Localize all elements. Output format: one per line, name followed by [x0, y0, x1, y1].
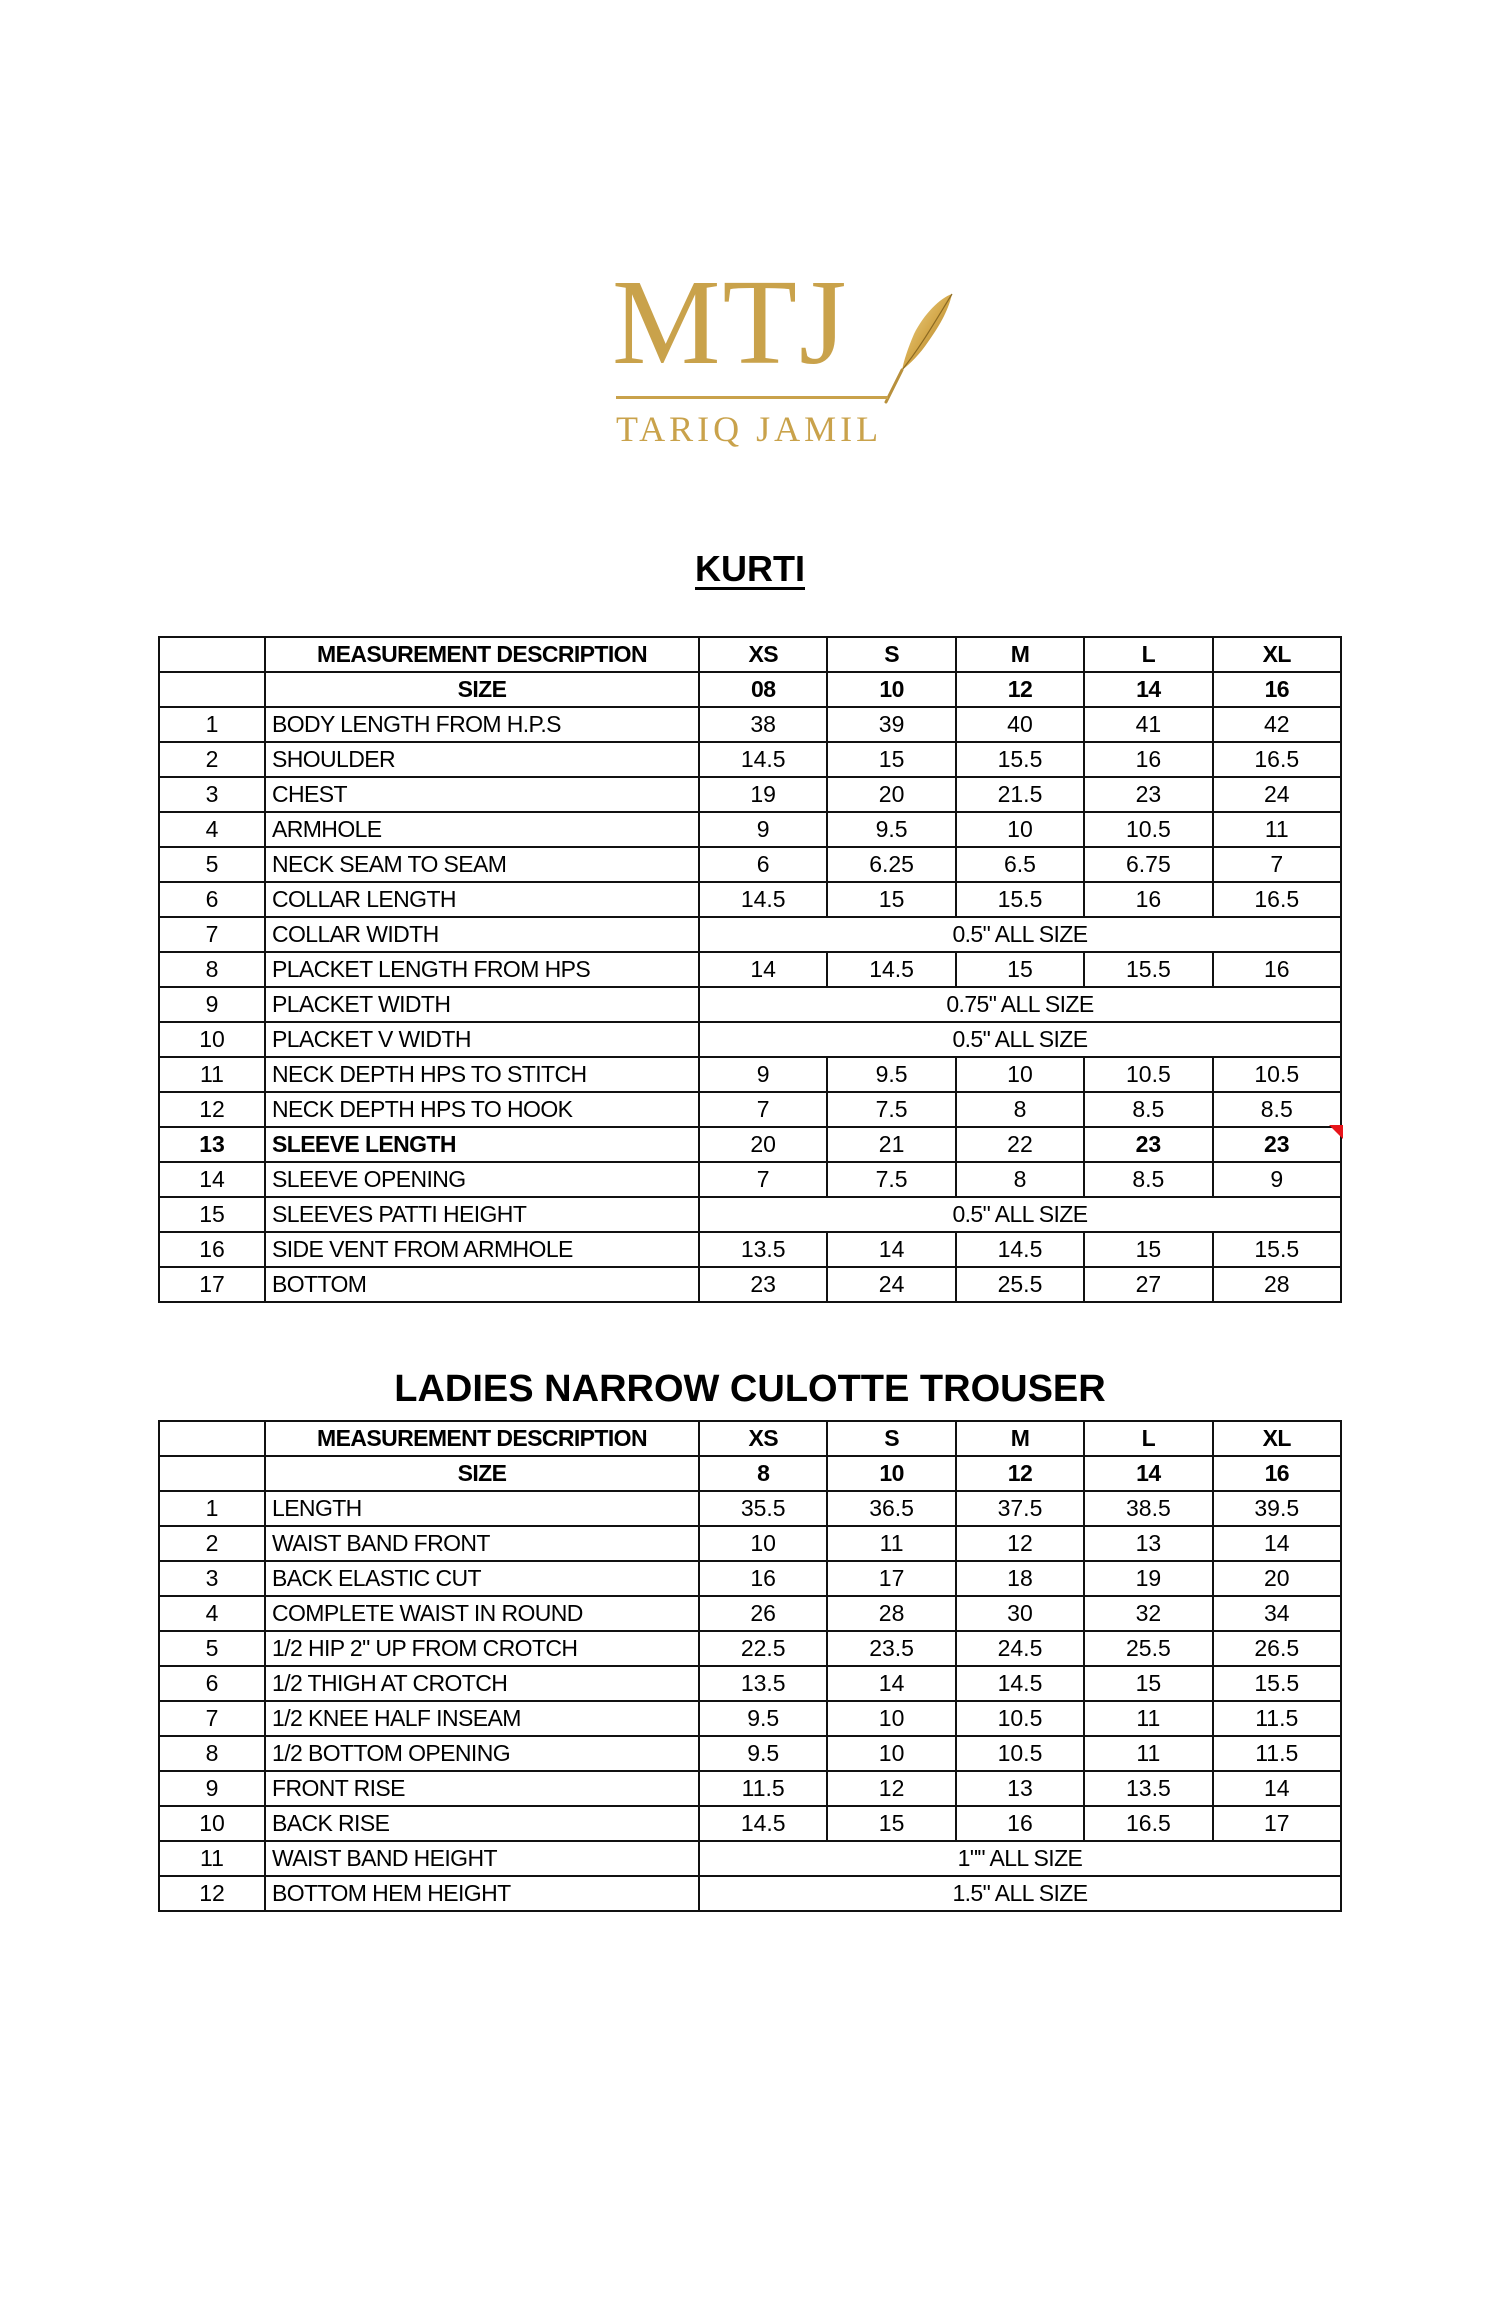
measurement-value: 42	[1213, 707, 1341, 742]
size-letter-header: S	[827, 637, 955, 672]
size-letter-header: XL	[1213, 637, 1341, 672]
measurement-value: 11	[827, 1526, 955, 1561]
table-row	[159, 1197, 1341, 1232]
measurement-description: BOTTOM HEM HEIGHT	[265, 1876, 699, 1911]
size-letter-header: S	[827, 1421, 955, 1456]
row-number: 17	[159, 1267, 265, 1302]
header-row	[159, 637, 1341, 672]
table-row	[159, 1631, 1341, 1666]
logo-mtj-text: MTJ	[612, 255, 849, 390]
measurement-description: SHOULDER	[265, 742, 699, 777]
measurement-value: 14.5	[827, 952, 955, 987]
trouser-size-chart	[158, 1420, 1342, 1912]
measurement-value: 6	[699, 847, 827, 882]
measurement-value: 17	[1213, 1806, 1341, 1841]
measurement-value: 8	[956, 1092, 1084, 1127]
measurement-description: BOTTOM	[265, 1267, 699, 1302]
measurement-value: 24	[1213, 777, 1341, 812]
measurement-value: 20	[1213, 1561, 1341, 1596]
row-number: 10	[159, 1022, 265, 1057]
measurement-value: 40	[956, 707, 1084, 742]
measurement-value: 23	[699, 1267, 827, 1302]
measurement-value: 38	[699, 707, 827, 742]
size-number-header: 8	[699, 1456, 827, 1491]
table-row	[159, 1666, 1341, 1701]
measurement-value: 14	[1213, 1771, 1341, 1806]
table-row	[159, 847, 1341, 882]
measurement-value: 12	[956, 1526, 1084, 1561]
header-description-label: MEASUREMENT DESCRIPTION	[265, 1421, 699, 1456]
row-number: 11	[159, 1057, 265, 1092]
measurement-value: 16.5	[1213, 742, 1341, 777]
table-row	[159, 707, 1341, 742]
size-number-header: 08	[699, 672, 827, 707]
measurement-value: 15	[1084, 1232, 1212, 1267]
row-number: 2	[159, 742, 265, 777]
measurement-value: 15.5	[1213, 1666, 1341, 1701]
row-number: 7	[159, 917, 265, 952]
measurement-value: 14	[699, 952, 827, 987]
table-row	[159, 1491, 1341, 1526]
measurement-value: 11	[1084, 1736, 1212, 1771]
measurement-description: FRONT RISE	[265, 1771, 699, 1806]
measurement-value: 13.5	[1084, 1771, 1212, 1806]
row-number: 5	[159, 847, 265, 882]
size-letter-header: XS	[699, 637, 827, 672]
all-size-value: 1.5" ALL SIZE	[699, 1876, 1341, 1911]
table-row	[159, 1806, 1341, 1841]
measurement-value: 15	[956, 952, 1084, 987]
measurement-description: PLACKET V WIDTH	[265, 1022, 699, 1057]
measurement-value: 10	[956, 812, 1084, 847]
measurement-value: 16	[1213, 952, 1341, 987]
row-number: 2	[159, 1526, 265, 1561]
row-number: 4	[159, 812, 265, 847]
measurement-value: 21	[827, 1127, 955, 1162]
measurement-description: SLEEVES PATTI HEIGHT	[265, 1197, 699, 1232]
table-row	[159, 742, 1341, 777]
table-row	[159, 882, 1341, 917]
measurement-value: 18	[956, 1561, 1084, 1596]
row-number: 11	[159, 1841, 265, 1876]
size-number-header: 12	[956, 672, 1084, 707]
measurement-value: 17	[827, 1561, 955, 1596]
measurement-value: 22.5	[699, 1631, 827, 1666]
measurement-value: 14	[827, 1666, 955, 1701]
size-letter-header: L	[1084, 637, 1212, 672]
brand-logo	[612, 255, 972, 452]
measurement-value: 10	[956, 1057, 1084, 1092]
measurement-value: 25.5	[956, 1267, 1084, 1302]
size-letter-header: M	[956, 637, 1084, 672]
row-number: 1	[159, 707, 265, 742]
quill-feather-icon	[880, 290, 960, 410]
row-number: 9	[159, 987, 265, 1022]
measurement-value: 11	[1084, 1701, 1212, 1736]
measurement-value: 14.5	[956, 1232, 1084, 1267]
measurement-value: 9	[1213, 1162, 1341, 1197]
measurement-value: 28	[827, 1596, 955, 1631]
measurement-value: 15.5	[1213, 1232, 1341, 1267]
kurti-size-chart	[158, 636, 1342, 1303]
measurement-description: BACK RISE	[265, 1806, 699, 1841]
measurement-value: 6.75	[1084, 847, 1212, 882]
size-letter-header: L	[1084, 1421, 1212, 1456]
measurement-value-text: 23	[1263, 1131, 1290, 1157]
measurement-value: 24	[827, 1267, 955, 1302]
size-number-header: 10	[827, 672, 955, 707]
measurement-value: 11	[1213, 812, 1341, 847]
size-number-header: 16	[1213, 1456, 1341, 1491]
measurement-value: 14	[1213, 1526, 1341, 1561]
measurement-value: 13.5	[699, 1666, 827, 1701]
row-number: 7	[159, 1701, 265, 1736]
measurement-description: COMPLETE WAIST IN ROUND	[265, 1596, 699, 1631]
measurement-value: 13	[1084, 1526, 1212, 1561]
measurement-value: 11.5	[1213, 1701, 1341, 1736]
table-row	[159, 1127, 1341, 1162]
measurement-value: 7	[699, 1162, 827, 1197]
header-row	[159, 1421, 1341, 1456]
row-number: 16	[159, 1232, 265, 1267]
size-blank-cell	[159, 672, 265, 707]
measurement-value: 10.5	[956, 1736, 1084, 1771]
measurement-value: 25.5	[1084, 1631, 1212, 1666]
row-number: 12	[159, 1092, 265, 1127]
size-number-row	[159, 1456, 1341, 1491]
measurement-value: 9.5	[699, 1736, 827, 1771]
measurement-value: 39	[827, 707, 955, 742]
table-row	[159, 987, 1341, 1022]
measurement-value: 23	[1084, 1127, 1212, 1162]
measurement-value: 41	[1084, 707, 1212, 742]
measurement-value: 9	[699, 812, 827, 847]
measurement-description: SLEEVE OPENING	[265, 1162, 699, 1197]
row-number: 8	[159, 952, 265, 987]
table-row	[159, 1267, 1341, 1302]
kurti-title-text: KURTI	[695, 548, 805, 589]
measurement-value: 11.5	[1213, 1736, 1341, 1771]
measurement-description: BACK ELASTIC CUT	[265, 1561, 699, 1596]
measurement-value: 14	[827, 1232, 955, 1267]
measurement-value: 9.5	[827, 1057, 955, 1092]
measurement-value: 10	[827, 1736, 955, 1771]
measurement-value	[1213, 1127, 1341, 1162]
measurement-description: PLACKET WIDTH	[265, 987, 699, 1022]
table-row	[159, 777, 1341, 812]
table-row	[159, 1596, 1341, 1631]
measurement-value: 9.5	[827, 812, 955, 847]
measurement-value: 13	[956, 1771, 1084, 1806]
table-row	[159, 1701, 1341, 1736]
header-blank-cell	[159, 1421, 265, 1456]
measurement-value: 7	[699, 1092, 827, 1127]
measurement-value: 10	[827, 1701, 955, 1736]
row-number: 8	[159, 1736, 265, 1771]
row-number: 13	[159, 1127, 265, 1162]
logo-subtitle: TARIQ JAMIL	[616, 409, 883, 449]
measurement-value: 10.5	[1084, 812, 1212, 847]
measurement-value: 23	[1084, 777, 1212, 812]
measurement-value: 14.5	[699, 742, 827, 777]
row-number: 5	[159, 1631, 265, 1666]
measurement-value: 8.5	[1213, 1092, 1341, 1127]
measurement-description: 1/2 BOTTOM OPENING	[265, 1736, 699, 1771]
row-number: 15	[159, 1197, 265, 1232]
row-number: 6	[159, 1666, 265, 1701]
row-number: 12	[159, 1876, 265, 1911]
measurement-description: CHEST	[265, 777, 699, 812]
measurement-value: 20	[827, 777, 955, 812]
measurement-value: 15	[827, 882, 955, 917]
header-description-label: MEASUREMENT DESCRIPTION	[265, 637, 699, 672]
size-number-header: 14	[1084, 672, 1212, 707]
measurement-value: 16.5	[1213, 882, 1341, 917]
measurement-value: 16	[956, 1806, 1084, 1841]
size-blank-cell	[159, 1456, 265, 1491]
size-letter-header: XL	[1213, 1421, 1341, 1456]
header-blank-cell	[159, 637, 265, 672]
comment-marker-icon	[1329, 1125, 1343, 1139]
measurement-description: WAIST BAND HEIGHT	[265, 1841, 699, 1876]
measurement-description: PLACKET LENGTH FROM HPS	[265, 952, 699, 987]
table-row	[159, 952, 1341, 987]
size-number-row	[159, 672, 1341, 707]
measurement-value: 16.5	[1084, 1806, 1212, 1841]
measurement-value: 21.5	[956, 777, 1084, 812]
measurement-value: 26.5	[1213, 1631, 1341, 1666]
measurement-value: 34	[1213, 1596, 1341, 1631]
measurement-value: 19	[1084, 1561, 1212, 1596]
measurement-value: 6.5	[956, 847, 1084, 882]
table-row	[159, 1771, 1341, 1806]
table-row	[159, 812, 1341, 847]
measurement-value: 16	[1084, 742, 1212, 777]
measurement-description: ARMHOLE	[265, 812, 699, 847]
measurement-value: 15.5	[956, 742, 1084, 777]
measurement-value: 24.5	[956, 1631, 1084, 1666]
row-number: 6	[159, 882, 265, 917]
measurement-value: 22	[956, 1127, 1084, 1162]
table-row	[159, 1561, 1341, 1596]
measurement-value: 9.5	[699, 1701, 827, 1736]
table-row	[159, 1022, 1341, 1057]
measurement-value: 14.5	[699, 1806, 827, 1841]
measurement-description: SIDE VENT FROM ARMHOLE	[265, 1232, 699, 1267]
table-row	[159, 1526, 1341, 1561]
size-number-header: 16	[1213, 672, 1341, 707]
measurement-value: 16	[699, 1561, 827, 1596]
measurement-value: 11.5	[699, 1771, 827, 1806]
logo-divider	[616, 396, 888, 399]
row-number: 10	[159, 1806, 265, 1841]
measurement-value: 15	[827, 742, 955, 777]
table-row	[159, 1736, 1341, 1771]
measurement-value: 10	[699, 1526, 827, 1561]
size-number-header: 10	[827, 1456, 955, 1491]
size-letter-header: M	[956, 1421, 1084, 1456]
measurement-description: 1/2 KNEE HALF INSEAM	[265, 1701, 699, 1736]
measurement-description: COLLAR LENGTH	[265, 882, 699, 917]
size-number-header: 12	[956, 1456, 1084, 1491]
table-row	[159, 1232, 1341, 1267]
measurement-value: 14.5	[956, 1666, 1084, 1701]
table-row	[159, 1162, 1341, 1197]
measurement-value: 8	[956, 1162, 1084, 1197]
measurement-value: 7.5	[827, 1092, 955, 1127]
measurement-description: 1/2 THIGH AT CROTCH	[265, 1666, 699, 1701]
measurement-value: 10.5	[1213, 1057, 1341, 1092]
measurement-description: NECK SEAM TO SEAM	[265, 847, 699, 882]
row-number: 4	[159, 1596, 265, 1631]
measurement-description: COLLAR WIDTH	[265, 917, 699, 952]
size-number-header: 14	[1084, 1456, 1212, 1491]
measurement-value: 35.5	[699, 1491, 827, 1526]
measurement-value: 12	[827, 1771, 955, 1806]
table-row	[159, 917, 1341, 952]
measurement-value: 36.5	[827, 1491, 955, 1526]
measurement-value: 10.5	[1084, 1057, 1212, 1092]
measurement-value: 20	[699, 1127, 827, 1162]
measurement-description: WAIST BAND FRONT	[265, 1526, 699, 1561]
size-label: SIZE	[265, 1456, 699, 1491]
measurement-value: 37.5	[956, 1491, 1084, 1526]
measurement-value: 9	[699, 1057, 827, 1092]
measurement-value: 15.5	[956, 882, 1084, 917]
measurement-value: 27	[1084, 1267, 1212, 1302]
measurement-value: 8.5	[1084, 1162, 1212, 1197]
measurement-description: NECK DEPTH HPS TO HOOK	[265, 1092, 699, 1127]
measurement-value: 15	[827, 1806, 955, 1841]
measurement-value: 28	[1213, 1267, 1341, 1302]
measurement-value: 15.5	[1084, 952, 1212, 987]
measurement-value: 6.25	[827, 847, 955, 882]
measurement-value: 15	[1084, 1666, 1212, 1701]
table-row	[159, 1841, 1341, 1876]
row-number: 14	[159, 1162, 265, 1197]
table-row	[159, 1092, 1341, 1127]
measurement-description: BODY LENGTH FROM H.P.S	[265, 707, 699, 742]
measurement-value: 26	[699, 1596, 827, 1631]
row-number: 1	[159, 1491, 265, 1526]
table-row	[159, 1057, 1341, 1092]
all-size-value: 0.75" ALL SIZE	[699, 987, 1341, 1022]
measurement-value: 32	[1084, 1596, 1212, 1631]
measurement-description: NECK DEPTH HPS TO STITCH	[265, 1057, 699, 1092]
measurement-value: 10.5	[956, 1701, 1084, 1736]
all-size-value: 0.5" ALL SIZE	[699, 1197, 1341, 1232]
size-letter-header: XS	[699, 1421, 827, 1456]
measurement-value: 14.5	[699, 882, 827, 917]
table-row	[159, 1876, 1341, 1911]
all-size-value: 0.5" ALL SIZE	[699, 1022, 1341, 1057]
all-size-value: 1"" ALL SIZE	[699, 1841, 1341, 1876]
measurement-value: 38.5	[1084, 1491, 1212, 1526]
row-number: 3	[159, 1561, 265, 1596]
row-number: 3	[159, 777, 265, 812]
measurement-value: 39.5	[1213, 1491, 1341, 1526]
measurement-description: LENGTH	[265, 1491, 699, 1526]
trouser-title: LADIES NARROW CULOTTE TROUSER	[394, 1368, 1106, 1410]
measurement-value: 7	[1213, 847, 1341, 882]
measurement-description: SLEEVE LENGTH	[265, 1127, 699, 1162]
measurement-value: 16	[1084, 882, 1212, 917]
measurement-value: 13.5	[699, 1232, 827, 1267]
measurement-value: 30	[956, 1596, 1084, 1631]
row-number: 9	[159, 1771, 265, 1806]
measurement-value: 19	[699, 777, 827, 812]
kurti-title	[0, 548, 1500, 590]
all-size-value: 0.5" ALL SIZE	[699, 917, 1341, 952]
measurement-value: 7.5	[827, 1162, 955, 1197]
measurement-value: 8.5	[1084, 1092, 1212, 1127]
measurement-description: 1/2 HIP 2" UP FROM CROTCH	[265, 1631, 699, 1666]
size-label: SIZE	[265, 672, 699, 707]
measurement-value: 23.5	[827, 1631, 955, 1666]
